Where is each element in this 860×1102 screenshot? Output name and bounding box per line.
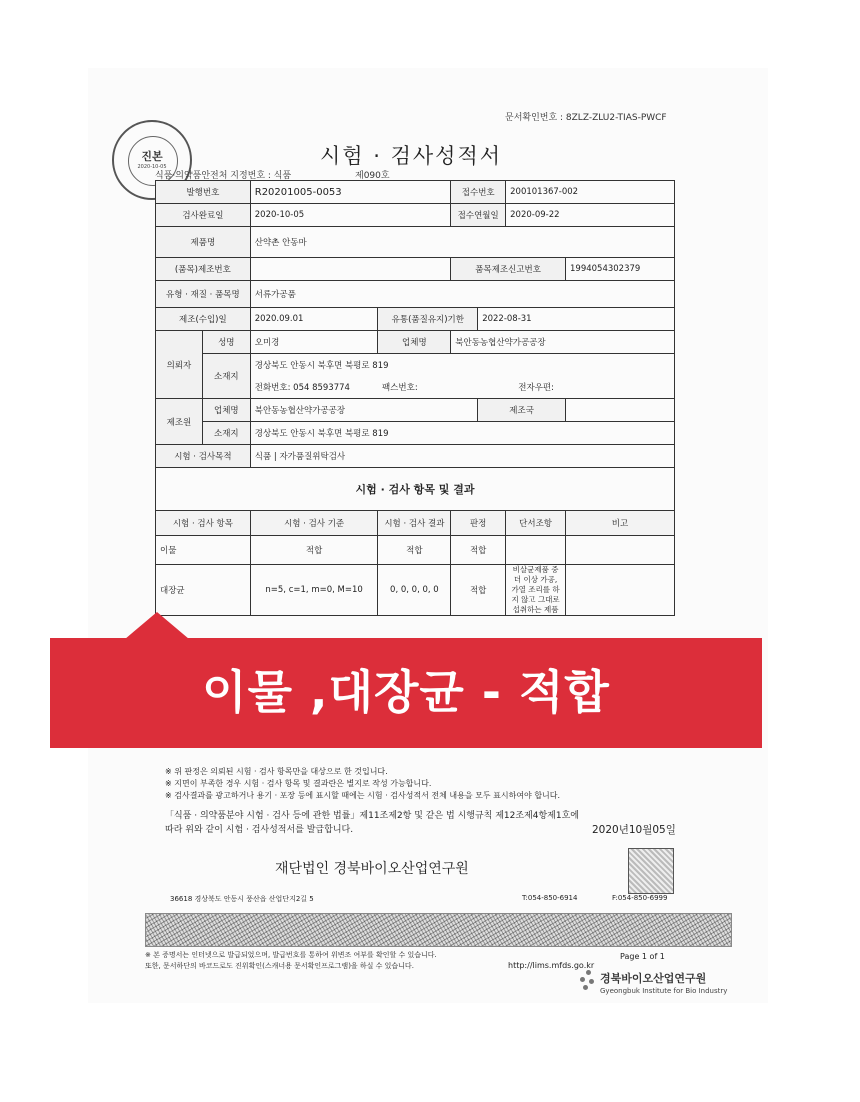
mfg-date-value: 2020.09.01 — [250, 308, 378, 331]
expiry-value: 2022-08-31 — [478, 308, 675, 331]
institution-tel: T:054-850-6914 — [522, 894, 578, 902]
logo-korean-name: 경북바이오산업연구원 — [600, 972, 707, 985]
results-section-title: 시험 · 검사 항목 및 결과 — [156, 468, 675, 511]
designation-number: 제090호 — [355, 171, 390, 181]
table-row — [156, 536, 675, 565]
barcode-pattern — [145, 913, 732, 947]
complete-date-value: 2020-10-05 — [250, 204, 451, 227]
receipt-no-value: 200101367-002 — [506, 181, 675, 204]
law-line-2: 따라 위와 같이 시험 · 검사성적서를 발급합니다. — [165, 825, 354, 835]
receipt-no-label: 접수번호 — [451, 181, 506, 204]
maker-label: 제조원 — [156, 399, 203, 445]
type-label: 유형 · 재질 · 품목명 — [156, 281, 251, 308]
fax-value: 팩스번호: — [378, 376, 478, 399]
document-title: 시험 · 검사성적서 — [320, 144, 503, 168]
logo-english-name: Gyeongbuk Institute for Bio Industry — [600, 987, 728, 995]
maker-address-label: 소재지 — [202, 422, 250, 445]
results-header-item: 시험 · 검사 항목 — [156, 511, 251, 536]
results-header-verdict: 판정 — [451, 511, 506, 536]
results-header-note: 비고 — [566, 511, 675, 536]
result-note — [566, 565, 675, 616]
result-verdict: 적합 — [451, 536, 506, 565]
issue-no-value: R20201005-0053 — [250, 181, 451, 204]
name-label: 성명 — [202, 331, 250, 354]
result-item: 이물 — [156, 536, 251, 565]
expiry-label: 유통(품질유지)기한 — [378, 308, 478, 331]
result-banner — [50, 638, 762, 748]
result-clause — [506, 536, 566, 565]
result-standard: n=5, c=1, m=0, M=10 — [250, 565, 378, 616]
results-header-standard: 시험 · 검사 기준 — [250, 511, 378, 536]
result-standard: 적합 — [250, 536, 378, 565]
table-row — [156, 565, 675, 616]
banner-text: 이물 ,대장균 - 적합 — [202, 665, 610, 719]
institution-name: 재단법인 경북바이오산업연구원 — [275, 861, 469, 877]
company-label: 업체명 — [378, 331, 451, 354]
product-value: 산약촌 안동마 — [250, 227, 674, 258]
company-value: 북안동농협산약가공공장 — [451, 331, 675, 354]
result-verdict: 적합 — [451, 565, 506, 616]
designation-text: 식품·의약품안전처 지정번호 : 식품 — [155, 171, 292, 181]
maker-address-value: 경상북도 안동시 북후면 북평로 819 — [250, 422, 674, 445]
report-table — [155, 180, 675, 616]
footer-line-1: ※ 본 증명서는 인터넷으로 발급되었으며, 발급번호를 통하여 위변조 여부를 확인할 수 있습니다. — [145, 951, 437, 959]
note-line-3: ※ 검사결과를 광고하거나 용기 · 포장 등에 표시할 때에는 시험 · 검사성적서 전체 내용을 모두 표시하여야 합니다. — [165, 791, 561, 800]
authentic-stamp-icon: 진본 2020-10-05 — [112, 120, 192, 200]
institute-logo-icon — [578, 970, 596, 992]
purpose-value: 식품 | 자가품질위탁검사 — [250, 445, 674, 468]
footer-url[interactable]: http://lims.mfds.go.kr — [508, 961, 595, 970]
banner-pointer — [125, 612, 189, 639]
report-no-value: 1994054302379 — [566, 258, 675, 281]
issue-no-label: 발행번호 — [156, 181, 251, 204]
mfg-no-value — [250, 258, 451, 281]
receipt-date-value: 2020-09-22 — [506, 204, 675, 227]
results-header-result: 시험 · 검사 결과 — [378, 511, 451, 536]
page-indicator: Page 1 of 1 — [620, 952, 665, 961]
results-header-clause: 단서조항 — [506, 511, 566, 536]
address-value: 경상북도 안동시 북후면 북평로 819 — [250, 354, 674, 377]
mfg-date-label: 제조(수입)일 — [156, 308, 251, 331]
country-label: 제조국 — [478, 399, 566, 422]
result-value: 0, 0, 0, 0, 0 — [378, 565, 451, 616]
type-value: 서류가공품 — [250, 281, 674, 308]
report-no-label: 품목제조신고번호 — [451, 258, 566, 281]
complete-date-label: 검사완료일 — [156, 204, 251, 227]
result-note — [566, 536, 675, 565]
address-label: 소재지 — [202, 354, 250, 399]
official-seal-icon — [628, 848, 674, 894]
maker-company-value: 북안동농협산약가공공장 — [250, 399, 477, 422]
law-line-1: 「식품 · 의약품분야 시험 · 검사 등에 관한 법률」제11조제2항 및 같은 법 시행규칙 제12조제4항제1호에 — [165, 811, 579, 821]
issue-date: 2020년10월05일 — [592, 824, 676, 836]
email-value: 전자우편: — [478, 376, 675, 399]
product-label: 제품명 — [156, 227, 251, 258]
document-confirm-number: 문서확인번호 : 8ZLZ-ZLU2-TIAS-PWCF — [505, 113, 667, 123]
institution-fax: F:054-850-6999 — [612, 894, 668, 902]
country-value — [566, 399, 675, 422]
receipt-date-label: 접수연월일 — [451, 204, 506, 227]
maker-company-label: 업체명 — [202, 399, 250, 422]
note-line-2: ※ 지면이 부족한 경우 시험 · 검사 항목 및 결과란은 별지로 작성 가능합니다. — [165, 779, 432, 788]
institution-address: 36618 경상북도 안동시 풍산읍 산업단지2길 5 — [170, 895, 314, 903]
name-value: 오미경 — [250, 331, 378, 354]
footer-line-2: 또한, 문서하단의 바코드로도 진위확인(스캐너용 문서확인프로그램)을 하실 수 있습니다. — [145, 962, 414, 970]
client-label: 의뢰자 — [156, 331, 203, 399]
phone-value: 전화번호: 054 8593774 — [250, 376, 378, 399]
note-line-1: ※ 위 판정은 의뢰된 시험 · 검사 항목만을 대상으로 한 것입니다. — [165, 767, 388, 776]
result-value: 적합 — [378, 536, 451, 565]
result-clause: 비살균제품 중 더 이상 가공, 가열 조리를 하지 않고 그대로 섭취하는 제품 — [506, 565, 566, 616]
result-item: 대장균 — [156, 565, 251, 616]
purpose-label: 시험 · 검사목적 — [156, 445, 251, 468]
mfg-no-label: (품목)제조번호 — [156, 258, 251, 281]
